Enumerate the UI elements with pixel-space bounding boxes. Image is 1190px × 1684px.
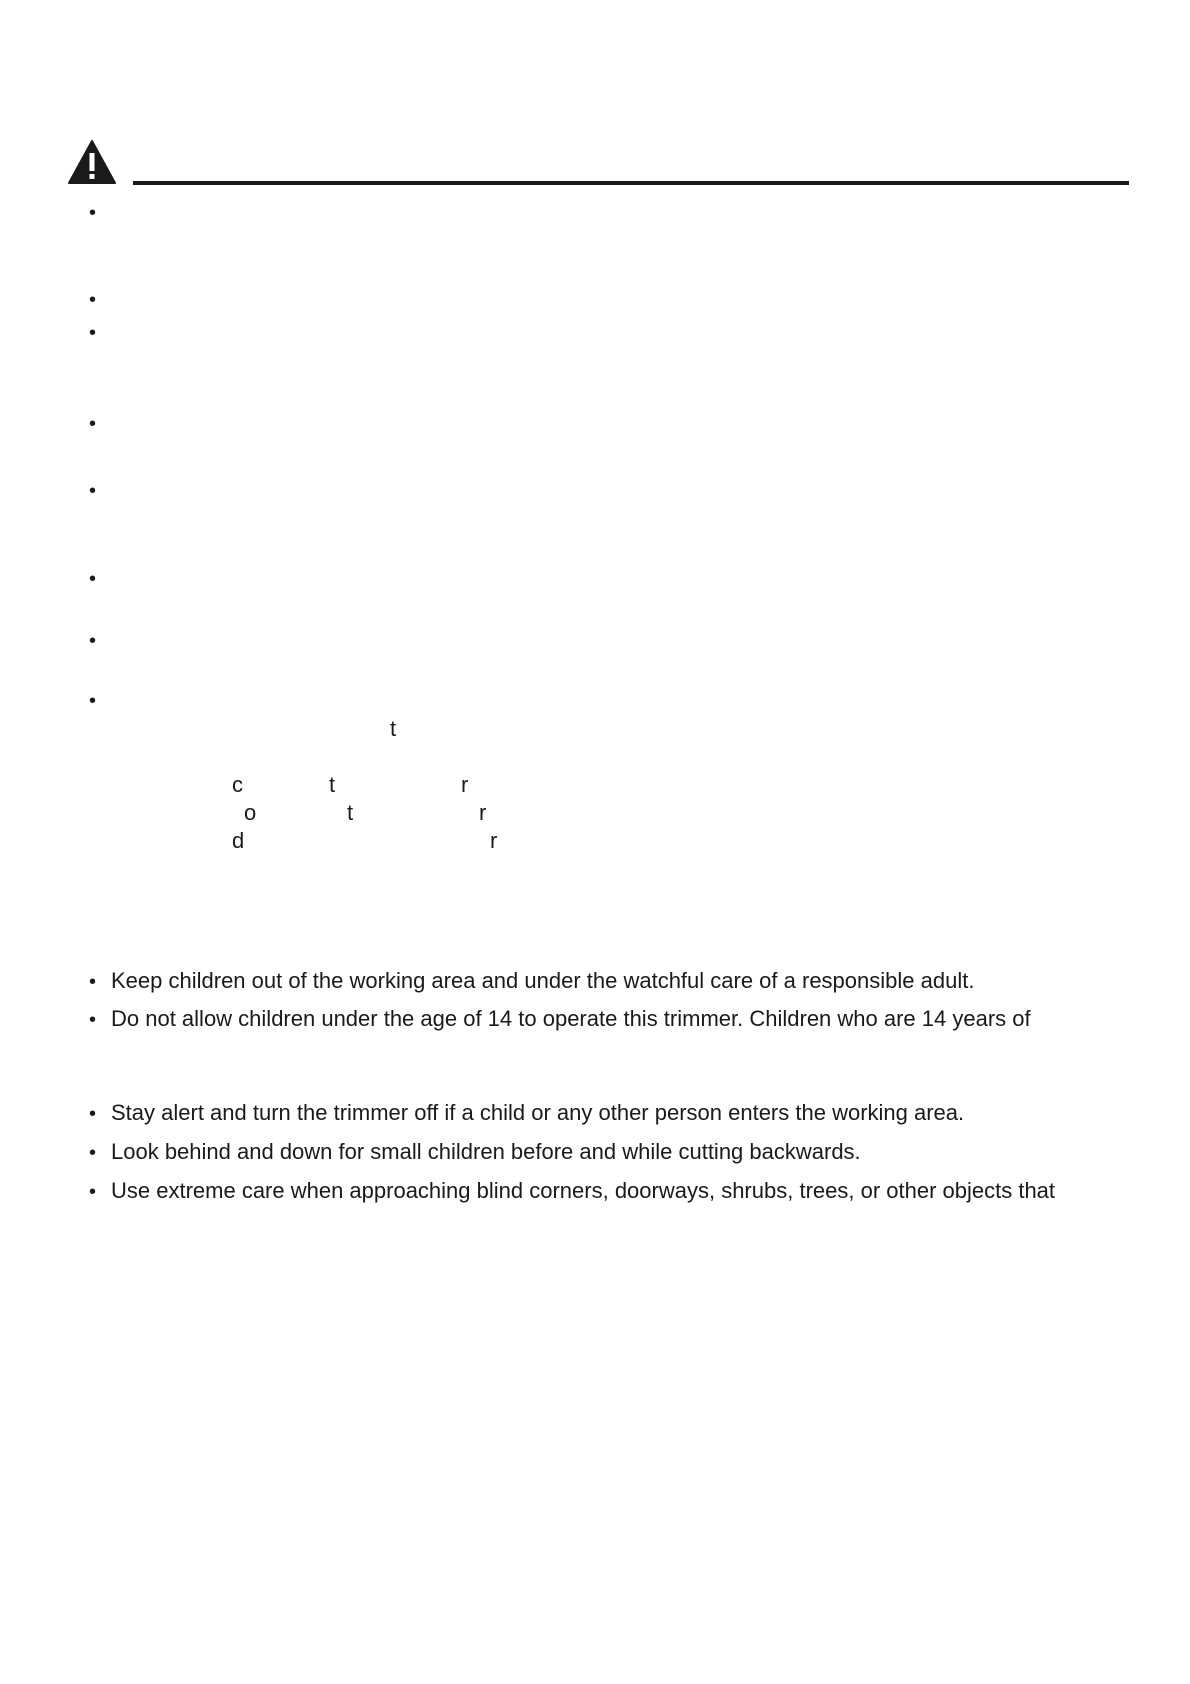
text-fragment: r xyxy=(461,772,469,797)
text-fragment: t xyxy=(347,800,354,825)
bullet: • xyxy=(89,690,97,712)
bullet: • xyxy=(89,289,97,311)
list-item xyxy=(89,968,974,995)
list-item-text: Look behind and down for small children before and while cutting backwards. xyxy=(111,1139,861,1164)
bullet: • xyxy=(89,480,97,502)
list-item xyxy=(89,1139,861,1166)
bullet: • xyxy=(89,630,97,652)
text-fragment: t xyxy=(390,716,397,741)
text-fragment: d xyxy=(232,828,245,853)
bullet: • xyxy=(89,1009,97,1031)
text-fragment: r xyxy=(479,800,487,825)
list-item xyxy=(89,1006,1031,1033)
list-item-text: Keep children out of the working area and under the watchful care of a responsible adult. xyxy=(111,968,975,993)
list-item xyxy=(89,1100,964,1127)
list-item xyxy=(89,1178,1055,1205)
bullet: • xyxy=(89,322,97,344)
text-fragment: r xyxy=(490,828,498,853)
list-item-text: Stay alert and turn the trimmer off if a child or any other person enters the working area. xyxy=(111,1100,965,1125)
warning-triangle-icon xyxy=(68,140,116,184)
bullet: • xyxy=(89,568,97,590)
bullet: • xyxy=(89,971,97,993)
bullet: • xyxy=(89,1142,97,1164)
list-item-text: Do not allow children under the age of 14 to operate this trimmer. Children who are 14 years of xyxy=(111,1006,1031,1031)
bullet: • xyxy=(89,1103,97,1125)
text-fragment: t xyxy=(329,772,336,797)
bullet: • xyxy=(89,1181,97,1203)
list-item-text: Use extreme care when approaching blind corners, doorways, shrubs, trees, or other objects that xyxy=(111,1178,1056,1203)
bullet: • xyxy=(89,413,97,435)
text-fragment: c xyxy=(232,772,243,797)
bullet: • xyxy=(89,202,97,224)
header-rule xyxy=(133,181,1129,185)
text-fragment: o xyxy=(244,800,257,825)
